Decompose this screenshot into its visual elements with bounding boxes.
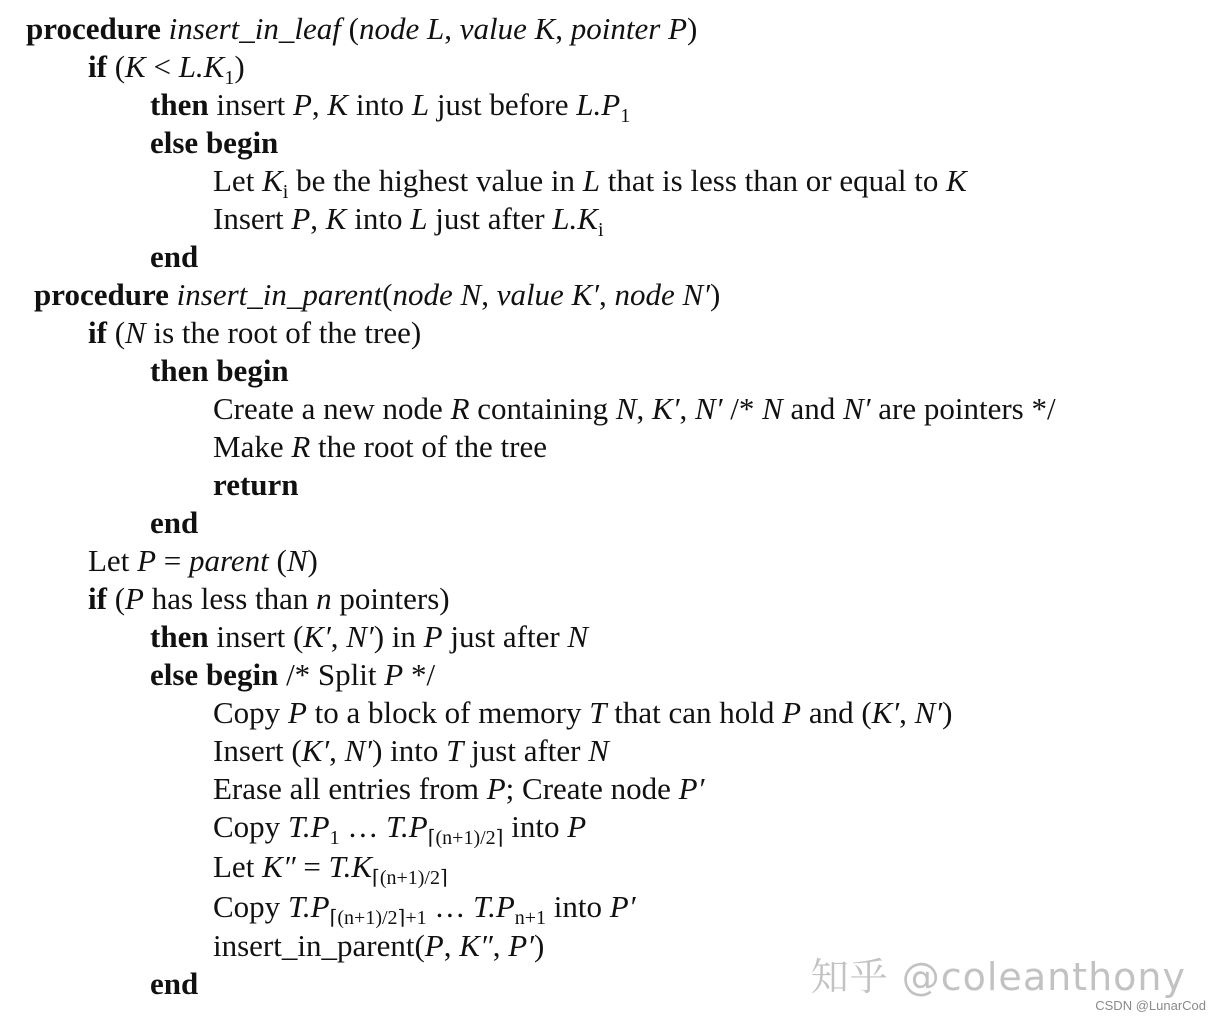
code-text: just after (427, 201, 553, 236)
code-line (88, 314, 421, 352)
code-text (161, 11, 169, 46)
code-text: = (295, 849, 329, 884)
keyword: then (150, 619, 209, 654)
math-var: K (325, 201, 347, 236)
math-var: N′ (843, 391, 871, 426)
math-var: N′ (346, 619, 374, 654)
code-text: , (555, 11, 571, 46)
code-text: ( (340, 11, 359, 46)
keyword: end (150, 966, 199, 1001)
code-text: into (348, 87, 412, 122)
code-text: just before (429, 87, 577, 122)
code-line (150, 124, 278, 162)
code-text: ( (106, 581, 126, 616)
code-text: */ (403, 657, 436, 692)
code-text: are pointers */ (870, 391, 1056, 426)
math-var: K′ (301, 733, 330, 768)
subscript: 1 (224, 67, 235, 89)
keyword: end (150, 239, 199, 274)
code-line (213, 770, 704, 808)
code-text: , (329, 733, 345, 768)
code-text: ) (942, 695, 953, 730)
keyword: if (88, 49, 107, 84)
zhihu-watermark: 知乎 @coleanthony (810, 955, 1186, 999)
math-var: R (450, 391, 470, 426)
keyword: then (150, 87, 209, 122)
code-text: … (426, 889, 474, 924)
math-var: K′ (652, 391, 680, 426)
math-var: K′ (303, 619, 331, 654)
code-text: Insert ( (213, 733, 302, 768)
math-var: P (125, 581, 144, 616)
math-var: N (762, 391, 783, 426)
math-var: L.K (552, 201, 598, 236)
code-line (150, 86, 631, 127)
code-text: , (311, 87, 328, 122)
math-var: T.P (287, 889, 330, 924)
code-line (213, 466, 299, 504)
code-text: that can hold (606, 695, 783, 730)
code-text: ) (307, 543, 318, 578)
math-var: n (316, 581, 332, 616)
code-line (88, 542, 318, 580)
math-var: P′ (678, 771, 705, 806)
code-text: pointers) (331, 581, 450, 616)
subscript: ⌈(n+1)/2⌉ (372, 867, 448, 889)
math-var: insert_in_leaf (168, 11, 341, 46)
code-text: ) (234, 49, 245, 84)
keyword: then begin (150, 353, 289, 388)
code-text: Copy (213, 809, 288, 844)
code-text: ( (268, 543, 287, 578)
subscript: ⌈(n+1)/2⌉+1 (329, 907, 427, 929)
code-text: ( (106, 49, 126, 84)
code-line (88, 580, 450, 618)
subscript: i (282, 181, 289, 203)
math-var: P (287, 695, 307, 730)
code-text: , (636, 391, 653, 426)
code-text: Let (213, 163, 263, 198)
math-var: T.P (386, 809, 428, 844)
code-text: has less than (143, 581, 317, 616)
code-text: Erase all entries from (213, 771, 487, 806)
keyword: if (88, 581, 107, 616)
math-var: K″ (262, 849, 296, 884)
code-line (88, 48, 245, 89)
code-line (213, 428, 547, 466)
subscript: ⌈(n+1)/2⌉ (427, 827, 504, 849)
math-var: P (567, 809, 587, 844)
code-text: ) (534, 928, 545, 963)
code-text: ( (106, 315, 126, 350)
subscript: i (597, 219, 604, 241)
code-text: ) (710, 277, 721, 312)
math-var: P′ (508, 928, 535, 963)
code-text: , (492, 928, 509, 963)
subscript: n+1 (514, 907, 547, 929)
math-var: parent (188, 543, 269, 578)
code-text: Copy (213, 695, 288, 730)
code-text: Let (88, 543, 138, 578)
keyword: procedure (34, 277, 169, 312)
code-line (213, 888, 636, 929)
math-var: value K (459, 11, 556, 46)
code-text: and (782, 391, 844, 426)
code-text: Insert (213, 201, 292, 236)
code-text: /* Split (278, 657, 385, 692)
keyword: return (213, 467, 299, 502)
math-var: P (384, 657, 404, 692)
code-text: < (145, 49, 179, 84)
code-text: ) into (372, 733, 447, 768)
code-line (26, 10, 697, 48)
code-text: the root of the tree (310, 429, 547, 464)
math-var: K′ (871, 695, 900, 730)
code-text: Copy (213, 889, 288, 924)
math-var: N (615, 391, 637, 426)
math-var: N (125, 315, 146, 350)
math-var: N (286, 543, 308, 578)
math-var: node N (392, 277, 482, 312)
code-line (213, 848, 448, 889)
math-var: N′ (344, 733, 373, 768)
code-text: , (899, 695, 915, 730)
code-text (169, 277, 177, 312)
code-text: = (156, 543, 189, 578)
code-text: insert (208, 87, 293, 122)
math-var: T (589, 695, 607, 730)
code-line (150, 352, 289, 390)
math-var: T (446, 733, 464, 768)
math-var: N (567, 619, 589, 654)
code-text: , (444, 11, 460, 46)
code-text: is the root of the tree) (145, 315, 422, 350)
code-text: ; Create node (505, 771, 679, 806)
subscript: 1 (620, 105, 631, 127)
math-var: P (292, 87, 312, 122)
code-line (213, 162, 967, 203)
code-line (34, 276, 720, 314)
code-text: insert_in_parent( (213, 928, 425, 963)
math-var: T.K (328, 849, 373, 884)
code-text: /* (722, 391, 763, 426)
keyword: else begin (150, 125, 279, 160)
math-var: N′ (914, 695, 943, 730)
math-var: T.P (287, 809, 330, 844)
code-text: into (346, 201, 411, 236)
code-text: ) (687, 11, 698, 46)
math-var: L (582, 163, 600, 198)
code-text: and ( (801, 695, 872, 730)
code-text: ( (382, 277, 393, 312)
code-text: just after (463, 733, 589, 768)
code-line (213, 200, 604, 241)
math-var: N (588, 733, 609, 768)
math-var: L (411, 87, 430, 122)
keyword: end (150, 505, 199, 540)
code-line (150, 965, 198, 1003)
code-line (150, 618, 588, 656)
math-var: L (410, 201, 428, 236)
code-text: just after (442, 619, 568, 654)
code-text: , (599, 277, 615, 312)
code-text: , (310, 201, 326, 236)
keyword: if (88, 315, 107, 350)
math-var: K (946, 163, 967, 198)
code-line (213, 694, 952, 732)
math-var: value K′ (496, 277, 600, 312)
code-text: into (546, 889, 610, 924)
code-text: that is less than or equal to (600, 163, 947, 198)
math-var: N′ (695, 391, 723, 426)
math-var: L.K (178, 49, 225, 84)
code-text: to a block of memory (306, 695, 590, 730)
code-text: containing (469, 391, 616, 426)
math-var: P (423, 619, 443, 654)
math-var: P′ (609, 889, 636, 924)
code-line (213, 808, 587, 849)
code-line (213, 732, 609, 770)
code-text: Let (213, 849, 263, 884)
math-var: node N′ (614, 277, 710, 312)
code-line (213, 390, 1056, 428)
keyword: else begin (150, 657, 279, 692)
code-text: insert ( (208, 619, 304, 654)
code-text: , (679, 391, 696, 426)
math-var: K″ (459, 928, 493, 963)
math-var: P (137, 543, 156, 578)
code-text: … (339, 809, 387, 844)
math-var: K (125, 49, 146, 84)
code-line (150, 238, 198, 276)
code-text: , (330, 619, 347, 654)
math-var: P (782, 695, 802, 730)
keyword: procedure (26, 11, 161, 46)
code-line (213, 927, 544, 965)
math-var: node L (358, 11, 445, 46)
math-var: P (486, 771, 506, 806)
code-line (150, 656, 435, 694)
math-var: T.P (473, 889, 515, 924)
math-var: R (291, 429, 311, 464)
code-text: , (481, 277, 497, 312)
math-var: P (424, 928, 444, 963)
subscript: 1 (329, 827, 340, 849)
math-var: K (262, 163, 283, 198)
code-text: into (503, 809, 568, 844)
code-text: Make (213, 429, 292, 464)
code-text: , (443, 928, 460, 963)
csdn-credit: CSDN @LunarCod (1095, 998, 1206, 1013)
code-text: ) in (373, 619, 424, 654)
math-var: insert_in_parent (176, 277, 383, 312)
code-text: be the highest value in (288, 163, 583, 198)
math-var: pointer P (570, 11, 688, 46)
math-var: P (291, 201, 311, 236)
math-var: K (327, 87, 349, 122)
code-text: Create a new node (213, 391, 451, 426)
code-line (150, 504, 198, 542)
math-var: L.P (576, 87, 621, 122)
